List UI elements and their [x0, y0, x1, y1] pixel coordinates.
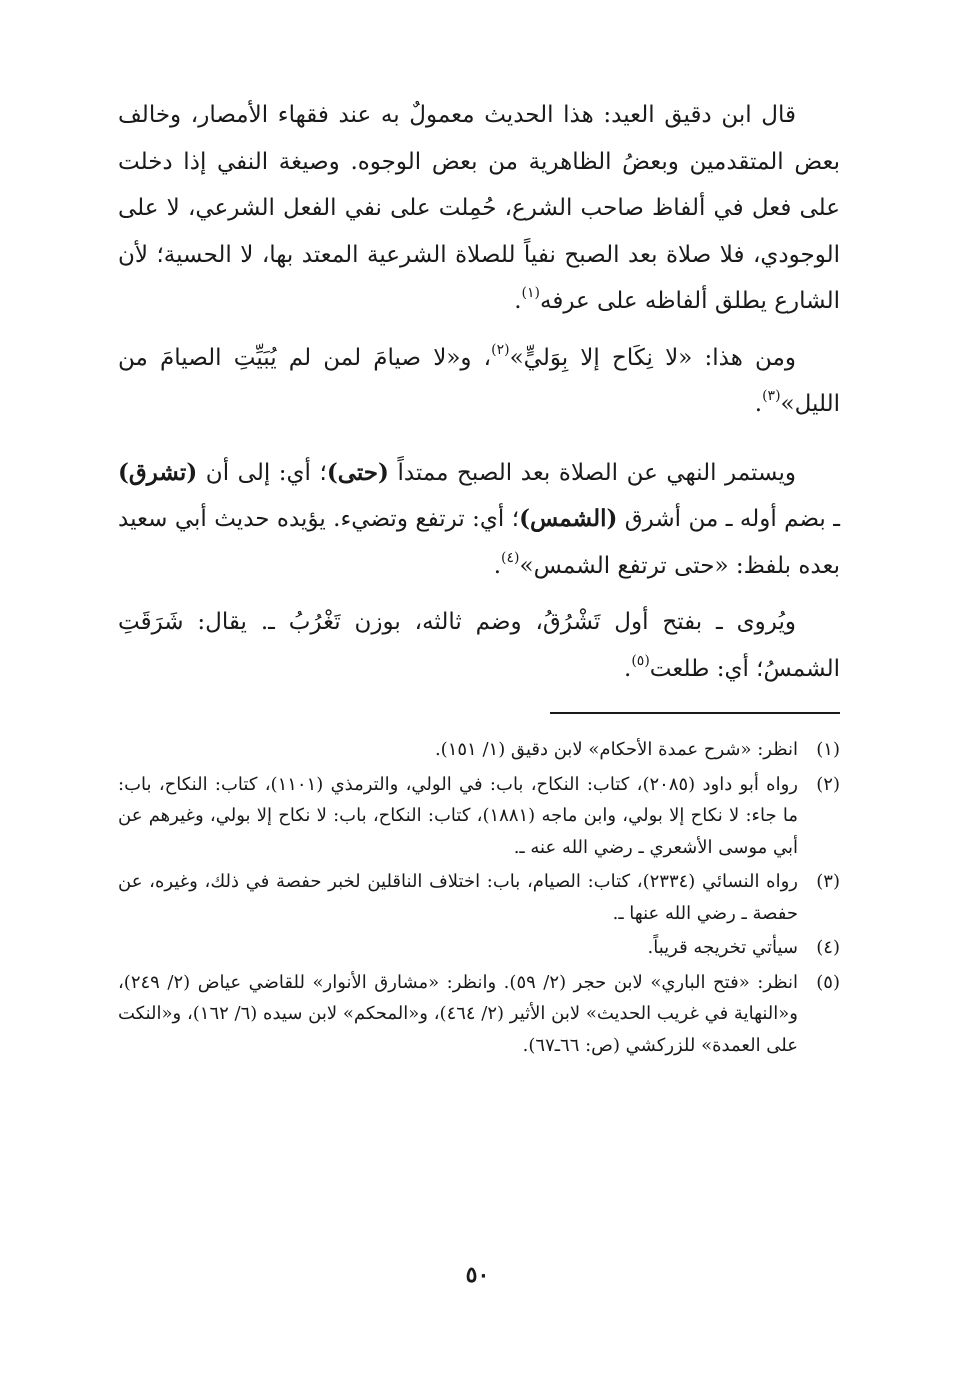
- paragraph: [118, 450, 840, 590]
- text-run: قال ابن دقيق العيد: هذا الحديث معمولٌ به عند فقهاء الأمصار، وخالف بعض المتقدمين وبعضُ الظاهرية من بعض الوجوه. وصيغة النفي إذا دخلت على فعل في ألفاظ صاحب الشرع، حُمِلت على نفي الفعل الشرعي، لا على الوجودي، فلا صلاة بعد الصبح نفياً للصلاة الشرعية المعتد بها، لا الحسية؛ لأن الشارع يطلق ألفاظه على عرفه: [118, 102, 840, 314]
- text-run: ويُروى ـ بفتح أول تَشْرُقُ، وضم ثالثه، بوزن تَغْرُبُ ـ. يقال: شَرَقَتِ الشمسُ؛ أي: طلعت: [118, 609, 840, 682]
- footnote-marker[interactable]: (٣): [762, 388, 781, 404]
- main-text: [118, 92, 840, 692]
- text-run: .: [493, 552, 502, 579]
- paragraph: [118, 92, 840, 325]
- bold-term: (الشمس): [519, 505, 618, 532]
- text-run: ويستمر النهي عن الصلاة بعد الصبح ممتداً: [388, 459, 797, 486]
- text-run: ، و«لا صيامَ لمن لم يُبَيِّتِ الصيامَ من الليل»: [118, 344, 840, 417]
- footnote-number: (٣): [816, 871, 840, 892]
- text-run: ؛ أي: إلى أن: [197, 459, 327, 486]
- footnote-text: انظر: «شرح عمدة الأحكام» لابن دقيق (١/ ١٥١).: [434, 739, 798, 760]
- footnote-number: (٤): [816, 937, 840, 958]
- footnote-marker[interactable]: (٥): [631, 652, 650, 669]
- footnote-marker[interactable]: (٤): [501, 549, 520, 566]
- footnote-text: رواه النسائي (٢٣٣٤)، كتاب: الصيام، باب: اختلاف الناقلين لخبر حفصة في ذلك، وغيره، عن حفصة ـ رضي الله عنها ـ.: [118, 871, 798, 924]
- footnote-item: [118, 967, 840, 1062]
- footnote-number: (١): [816, 739, 840, 760]
- page-number: ٥٠: [465, 1262, 490, 1288]
- bold-term: (تشرق): [118, 458, 198, 486]
- text-run: ومن هذا: «لا نِكَاح إلا بِوَليٍّ»: [509, 344, 796, 371]
- footnote-text: انظر: «فتح الباري» لابن حجر (٢/ ٥٩). وانظر: «مشارق الأنوار» للقاضي عياض (٢/ ٢٤٩)، و«النهاية في غريب الحديث» لابن الأثير (٢/ ٤٦٤)، و«المحكم» لابن سيده (٦/ ١٦٢)، و«النكت على العمدة» للزركشي (ص: ٦٦ـ٦٧).: [118, 971, 799, 1056]
- text-run: .: [624, 655, 632, 682]
- page-content: [118, 92, 840, 1064]
- footnote-item: [118, 769, 840, 864]
- text-run: .: [514, 288, 522, 314]
- footnote-item: [118, 866, 840, 929]
- text-run: ـ بضم أوله ـ من أشرق: [617, 506, 840, 532]
- paragraph: [118, 599, 840, 692]
- footnote-text: رواه أبو داود (٢٠٨٥)، كتاب: النكاح، باب: في الولي، والترمذي (١١٠١)، كتاب: النكاح، باب: ما جاء: لا نكاح إلا بولي، وابن ماجه (١٨٨١)، كتاب: النكاح، باب: لا نكاح إلا بولي، وغيرهم عن أبي موسى الأشعري ـ رضي الله عنه ـ.: [118, 773, 799, 858]
- text-run: ؛ أي: ترتفع وتضيء. يؤيده حديث أبي سعيد بعده بلفظ: «حتى ترتفع الشمس»: [118, 506, 840, 579]
- footnote-number: (٥): [816, 971, 840, 993]
- footnote-separator: [550, 712, 840, 714]
- footnote-item: [118, 932, 840, 964]
- footnote-item: [118, 734, 840, 766]
- footnote-number: (٢): [816, 773, 840, 795]
- text-run: .: [754, 391, 763, 417]
- bold-term: (حتى): [326, 458, 389, 486]
- footnote-marker[interactable]: (١): [521, 285, 540, 301]
- footnote-text: سيأتي تخريجه قريباً.: [647, 937, 798, 958]
- footnotes: [118, 734, 840, 1061]
- footnote-marker[interactable]: (٢): [491, 341, 510, 358]
- paragraph: [118, 335, 840, 428]
